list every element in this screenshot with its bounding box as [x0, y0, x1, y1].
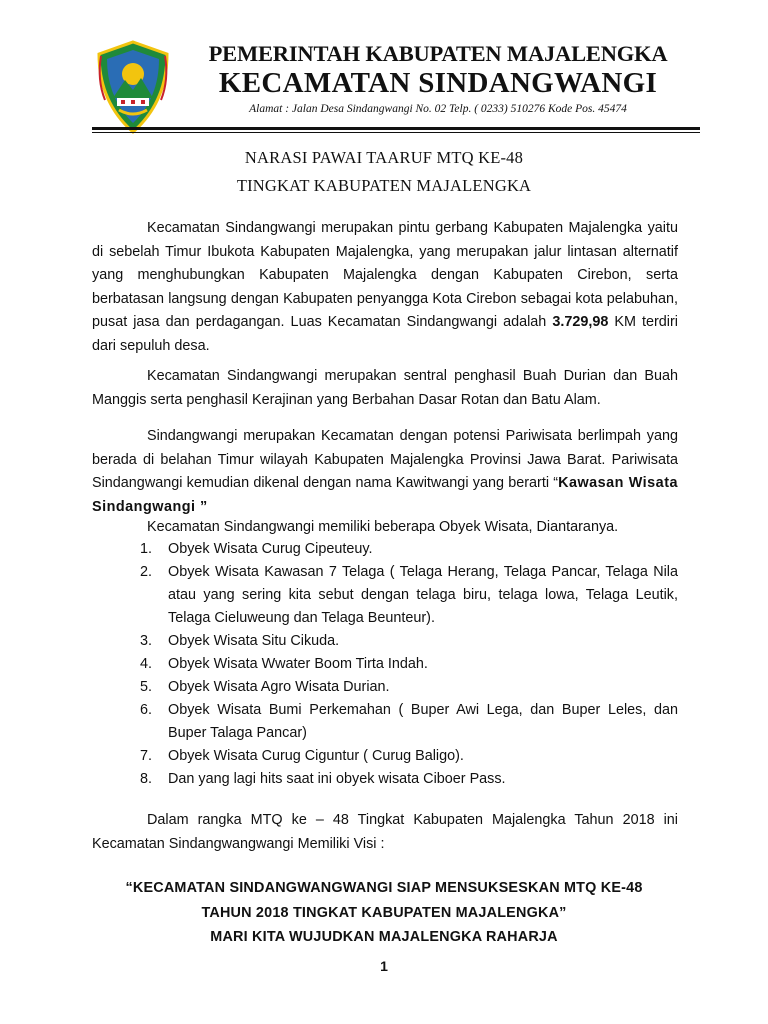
- list-item-text: Obyek Wisata Bumi Perkemahan ( Buper Awi Lega, dan Buper Leles, dan Buper Talaga Pancar): [168, 702, 678, 741]
- list-intro-text: Kecamatan Sindangwangi memiliki beberapa Obyek Wisata, Diantaranya.: [147, 519, 619, 535]
- vision-line2: TAHUN 2018 TINGKAT KABUPATEN MAJALENGKA”: [201, 904, 567, 921]
- government-name: PEMERINTAH KABUPATEN MAJALENGKA: [208, 41, 668, 66]
- district-name: KECAMATAN SINDANGWANGI: [218, 67, 658, 99]
- list-item-number: 1.: [140, 541, 153, 557]
- list-item-number: 8.: [140, 771, 153, 787]
- list-item-text: Obyek Wisata Agro Wisata Durian.: [168, 679, 390, 695]
- list-item: [140, 745, 678, 768]
- list-item: [140, 676, 678, 699]
- list-item: [140, 653, 678, 676]
- paragraph-2-text: Kecamatan Sindangwangi merupakan sentral penghasil Buah Durian dan Buah Manggis serta penghasil Kerajinan yang Berbahan Dasar Rotan dan Batu Alam.: [92, 368, 678, 408]
- letterhead: [0, 0, 768, 140]
- paragraph-1: [92, 217, 678, 358]
- list-item-number: 7.: [140, 748, 153, 764]
- list-item-text: Obyek Wisata Curug Cipeuteuy.: [168, 541, 373, 557]
- letterhead-rule-thin: [92, 132, 700, 133]
- list-item-number: 6.: [140, 702, 153, 718]
- document-title-line2: TINGKAT KABUPATEN MAJALENGKA: [236, 176, 532, 195]
- list-item: [140, 538, 678, 561]
- list-item: [140, 630, 678, 653]
- list-item-number: 2.: [140, 564, 153, 580]
- paragraph-3: [92, 425, 678, 519]
- majalengka-emblem-logo: [95, 40, 171, 134]
- page-number: 1: [380, 958, 388, 974]
- letterhead-rule-thick: [92, 127, 700, 130]
- list-item-number: 3.: [140, 633, 153, 649]
- office-address: Alamat : Jalan Desa Sindangwangi No. 02 Telp. ( 0233) 510276 Kode Pos. 45474: [249, 103, 627, 115]
- list-item: [140, 768, 678, 791]
- vision-statement: [0, 876, 768, 950]
- vision-line3: MARI KITA WUJUDKAN MAJALENGKA RAHARJA: [210, 929, 558, 945]
- paragraph-4: [92, 809, 678, 856]
- list-item-text: Obyek Wisata Curug Ciguntur ( Curug Baligo).: [168, 748, 464, 764]
- list-item-number: 4.: [140, 656, 153, 672]
- list-item-text: Obyek Wisata Situ Cikuda.: [168, 633, 340, 649]
- document-title-line1: NARASI PAWAI TAARUF MTQ KE-48: [244, 148, 524, 167]
- list-item: [140, 699, 678, 745]
- area-value: 3.729,98: [552, 314, 609, 330]
- list-item-number: 5.: [140, 679, 153, 695]
- paragraph-3-text: Sindangwangi merupakan Kecamatan dengan potensi Pariwisata berlimpah yang berada di belahan Timur wilayah Kabupaten Majalengka Provinsi Jawa Barat. Pariwisata Sindangwangi kemudian dikenal dengan nama Kawitwangi yang berarti “: [92, 428, 678, 491]
- list-item: [140, 561, 678, 630]
- paragraph-2: [92, 365, 678, 412]
- list-item-text: Dan yang lagi hits saat ini obyek wisata Ciboer Pass.: [168, 771, 506, 787]
- paragraph-1-text-end: KM terdiri dari sepuluh desa.: [92, 314, 678, 354]
- vision-line1: “KECAMATAN SINDANGWANGWANGI SIAP MENSUKSESKAN MTQ KE-48: [125, 880, 643, 896]
- list-item-text: Obyek Wisata Kawasan 7 Telaga ( Telaga Herang, Telaga Pancar, Telaga Nila atau yang sering kita sebut dengan telaga biru, telaga lowa, Telaga Leutik, Telaga Cieluweung dan Telaga Beunteur).: [168, 564, 678, 626]
- list-item-text: Obyek Wisata Wwater Boom Tirta Indah.: [168, 656, 428, 672]
- paragraph-1-text: Kecamatan Sindangwangi merupakan pintu gerbang Kabupaten Majalengka yaitu di sebelah Timur Ibukota Kabupaten Majalengka, yang merupakan jalur lintasan alternatif yang menghubungkan Kabupaten Majalengka dengan Kabupaten Cirebon, serta berbatasan langsung dengan Kabupaten penyangga Kota Cirebon sebagai kota pelabuhan, pusat jasa dan perdagangan. Luas Kecamatan Sindangwangi adalah: [92, 220, 678, 330]
- list-intro: [92, 516, 678, 540]
- kawasan-wisata-name: Kawasan Wisata Sindangwangi ”: [92, 475, 678, 515]
- tourism-objects-list: [140, 538, 678, 791]
- paragraph-4-text: Dalam rangka MTQ ke – 48 Tingkat Kabupaten Majalengka Tahun 2018 ini Kecamatan Sindangwangwangi Memiliki Visi :: [92, 812, 678, 852]
